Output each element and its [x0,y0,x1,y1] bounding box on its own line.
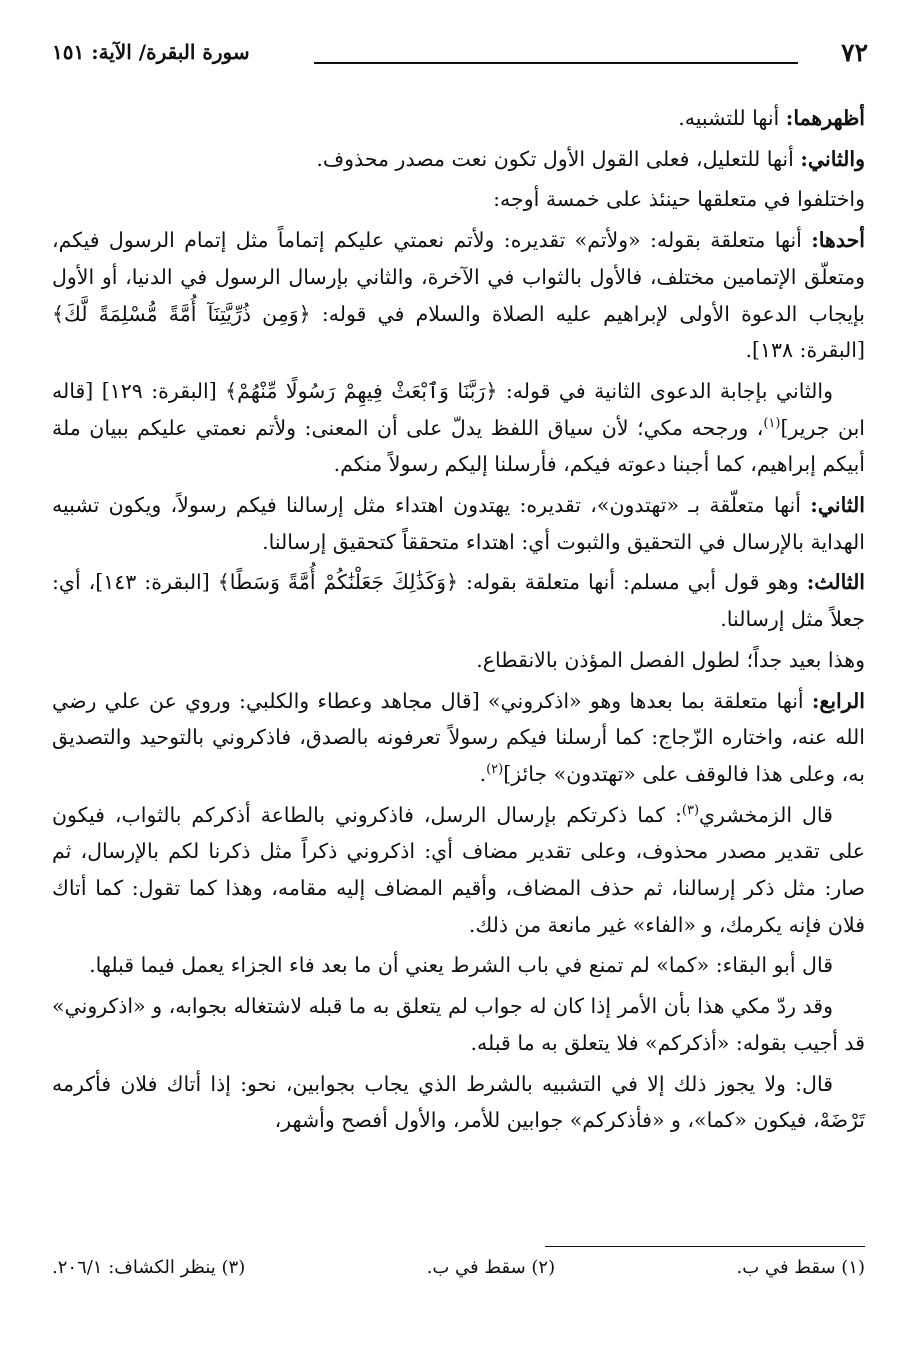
footnote-ref: (١) [763,415,781,431]
paragraph-text: وقد ردّ مكي هذا بأن الأمر إذا كان له جواب لم يتعلق به ما قبله لاشتغاله بجوابه، و «اذكروني» قد أجيب بقوله: «أذكركم» فلا يتعلق به ما قبله. [52,994,865,1055]
paragraph [52,487,865,560]
paragraph-text: قال: ولا يجوز ذلك إلا في التشبيه بالشرط الذي يجاب بجوابين، نحو: إذا أتاك فلان فأكرمه تَرْضَهْ، فيكون «كما»، و «فأذكركم» جوابين للأمر، والأول أفصح وأشهر، [52,1071,865,1133]
paragraph [52,222,865,369]
paragraph-text-tail: : كما ذكرتكم بإرسال الرسل، فاذكروني بالطاعة أذكركم بالثواب، فيكون على تقدير مصدر محذوف، وعلى تقدير مضاف أي: اذكروني ذكراً مثل ذكرنا لكم بالإرسال، ثم صار: مثل ذكر إرسالنا، ثم حذف المضاف، وأقيم المضاف إليه مقامه، وهذا كما تقول: كما أتاك فلان فإنه يكرمك، و «الفاء» غير مانعة من ذلك. [52,802,865,937]
paragraph-text: قال أبو البقاء: «كما» لم تمنع في باب الشرط يعني أن ما بعد فاء الجزاء يعمل فيما قبلها. [89,953,833,978]
paragraph [52,683,865,793]
header-rule [314,62,798,64]
paragraph [52,947,865,984]
footnote-ref: (٢) [486,762,504,778]
page-header [52,38,868,74]
paragraph [52,181,865,218]
paragraph-text: أنها للتشبيه. [678,106,786,130]
paragraph-text: أنها متعلقة بما بعدها وهو «اذكروني» [قال مجاهد وعطاء والكلبي: وروي عن علي رضي الله عنه، واختاره الزّجاج: كما أرسلنا فيكم رسولاً تعرفونه بالصدق، فاذكروني بالتوحيد والتصديق به، وعلى هذا فالوقف على «تهتدون» جائز] [52,688,865,786]
footnote: (١) سقط في ب. [736,1257,865,1278]
footnote-ref: (٣) [681,802,700,818]
paragraph-text: قال الزمخشري [699,802,833,827]
paragraph-text: وهو قول أبي مسلم: أنها متعلقة بقوله: ﴿وَكَذَٰلِكَ جَعَلْنَٰكُمْ أُمَّةً وَسَطًا﴾ [البقرة: ١٤٣]، أي: جعلاً مثل إرسالنا. [52,570,865,632]
paragraph-lead: أحدها: [811,228,865,253]
paragraph-text: أنها متعلّقة بـ «تهتدون»، تقديره: يهتدون اهتداء مثل إرسالنا فيكم رسولاً، ويكون تشبيه الهداية بالإرسال في التحقيق والثبوت أي: اهتداء متحققاً كتحقيق إرسالنا. [52,493,865,554]
paragraph [52,141,865,178]
running-title: سورة البقرة/ الآية: ١٥١ [52,40,250,64]
paragraph [52,797,865,944]
paragraph-lead: الثالث: [806,570,866,595]
footnote-rule [545,1246,865,1247]
page-body [52,100,865,1143]
footnote: (٢) سقط في ب. [426,1257,556,1278]
paragraph-text: والثاني بإجابة الدعوى الثانية في قوله: ﴿رَبَّنَا وَٱبْعَثْ فِيهِمْ رَسُولًا مِّنْهُمْ﴾ [البقرة: ١٢٩] [قاله ابن جرير] [52,378,865,440]
paragraph-text-tail: . [479,761,487,786]
paragraph [52,1066,865,1139]
paragraph-text: أنها للتعليل، فعلى القول الأول تكون نعت مصدر محذوف. [316,146,801,171]
paragraph-lead: الرابع: [811,688,865,713]
footnotes [52,1257,865,1278]
paragraph-lead: أظهرهما: [785,106,865,130]
paragraph-lead: والثاني: [800,146,865,171]
paragraph [52,100,865,137]
paragraph [52,564,865,637]
page-number: ٧٢ [841,38,868,67]
paragraph [52,988,865,1061]
paragraph [52,642,865,679]
paragraph-text-tail: ، ورجحه مكي؛ لأن سياق اللفظ يدلّ على أن المعنى: ولأتم نعمتي عليكم ببيان ملة أبيكم إبراهيم، كما أجبنا دعوته فيكم، فأرسلنا إليكم رسولاً منكم. [52,415,865,477]
paragraph-text: واختلفوا في متعلقها حينئذ على خمسة أوجه: [493,187,865,212]
footnote: (٣) ينظر الكشاف: ٢٠٦/١. [52,1257,246,1278]
paragraph [52,373,865,483]
paragraph-text: أنها متعلقة بقوله: «ولأتم» تقديره: ولأتم نعمتي عليكم إتماماً مثل إتمام الرسول فيكم، ومتعلّق الإتمامين مختلف، فالأول بالثواب في الآخرة، والثاني بإرسال الرسول في الدنيا، أو الأول بإيجاب الدعوة الأولى لإبراهيم عليه الصلاة والسلام في قوله: ﴿وَمِن ذُرِّيَّتِنَآ أُمَّةً مُّسْلِمَةً لَّكَ﴾ [البقرة: ١٣٨]. [52,228,865,363]
paragraph-lead: الثاني: [810,493,865,518]
paragraph-text: وهذا بعيد جداً؛ لطول الفصل المؤذن بالانقطاع. [476,647,865,672]
